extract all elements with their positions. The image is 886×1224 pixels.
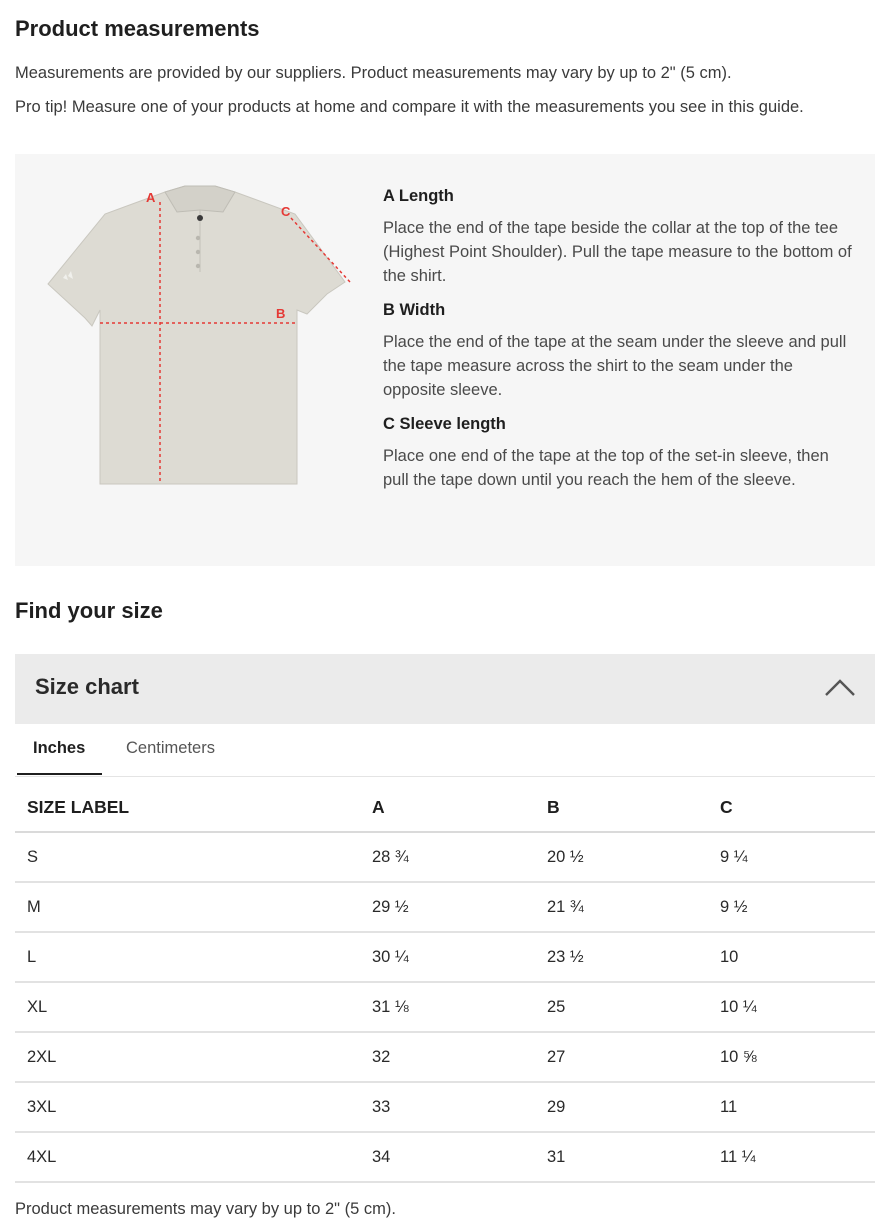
cell-c: 10 ¼	[720, 982, 875, 1032]
cell-size: S	[15, 832, 372, 882]
polo-shirt-diagram	[45, 182, 355, 492]
cell-a: 33	[372, 1082, 547, 1132]
header-b: B	[547, 783, 720, 832]
header-size-label: SIZE LABEL	[15, 783, 372, 832]
cell-c: 11	[720, 1082, 875, 1132]
cell-b: 21 ¾	[547, 882, 720, 932]
cell-b: 27	[547, 1032, 720, 1082]
size-chart-label: Size chart	[35, 674, 139, 699]
cell-c: 9 ½	[720, 882, 875, 932]
label-b: B	[276, 306, 286, 321]
cell-c: 9 ¼	[720, 832, 875, 882]
label-a: A	[146, 190, 156, 205]
cell-size: L	[15, 932, 372, 982]
intro-text: Measurements are provided by our suppliers. Product measurements may vary by up to 2" (5 cm).	[15, 64, 732, 82]
cell-c: 10	[720, 932, 875, 982]
cell-size: M	[15, 882, 372, 932]
definition-text-width: Place the end of the tape at the seam under the sleeve and pull the tape measure across the shirt to the seam under the opposite sleeve.	[383, 333, 847, 399]
definition-title-width: B Width	[383, 301, 446, 319]
definition-text-length: Place the end of the tape beside the collar at the top of the tee (Highest Point Shoulder). Pull the tape measure to the bottom of the shirt.	[383, 219, 852, 285]
active-tab-indicator	[17, 773, 102, 775]
cell-a: 28 ¾	[372, 832, 547, 882]
cell-size: 2XL	[15, 1032, 372, 1082]
label-c: C	[281, 204, 291, 219]
chevron-up-icon[interactable]	[823, 676, 857, 698]
page-title: Product measurements	[15, 16, 260, 41]
header-c: C	[720, 783, 875, 832]
footnote-text: Product measurements may vary by up to 2" (5 cm).	[15, 1200, 396, 1218]
cell-a: 31 ⅛	[372, 982, 547, 1032]
table-row	[15, 1132, 875, 1182]
table-header-row	[15, 783, 875, 832]
shirt-body	[48, 186, 345, 484]
definition-text-sleeve: Place one end of the tape at the top of the set-in sleeve, then pull the tape down until you reach the hem of the sleeve.	[383, 447, 829, 489]
cell-c: 10 ⅝	[720, 1032, 875, 1082]
cell-c: 11 ¼	[720, 1132, 875, 1182]
size-table	[15, 783, 875, 1183]
pro-tip-text: Pro tip! Measure one of your products at home and compare it with the measurements you see in this guide.	[15, 98, 804, 116]
definition-title-length: A Length	[383, 187, 454, 205]
cell-b: 29	[547, 1082, 720, 1132]
table-row	[15, 1032, 875, 1082]
table-row	[15, 832, 875, 882]
cell-a: 30 ¼	[372, 932, 547, 982]
cell-b: 20 ½	[547, 832, 720, 882]
size-chart-accordion-header[interactable]	[15, 654, 875, 724]
cell-b: 31	[547, 1132, 720, 1182]
table-row	[15, 1082, 875, 1132]
table-row	[15, 932, 875, 982]
cell-size: 3XL	[15, 1082, 372, 1132]
cell-a: 32	[372, 1032, 547, 1082]
cell-a: 29 ½	[372, 882, 547, 932]
tab-inches[interactable]: Inches	[33, 739, 86, 757]
cell-size: 4XL	[15, 1132, 372, 1182]
cell-b: 23 ½	[547, 932, 720, 982]
header-a: A	[372, 783, 547, 832]
table-row	[15, 882, 875, 932]
definition-title-sleeve: C Sleeve length	[383, 415, 506, 433]
cell-size: XL	[15, 982, 372, 1032]
unit-tabs	[15, 724, 875, 777]
table-row	[15, 982, 875, 1032]
tab-centimeters[interactable]: Centimeters	[126, 739, 215, 757]
cell-b: 25	[547, 982, 720, 1032]
find-your-size-heading: Find your size	[15, 598, 163, 623]
cell-a: 34	[372, 1132, 547, 1182]
shirt-collar	[165, 186, 235, 212]
measurement-guide-panel	[15, 154, 875, 566]
measurement-definitions	[383, 186, 853, 504]
